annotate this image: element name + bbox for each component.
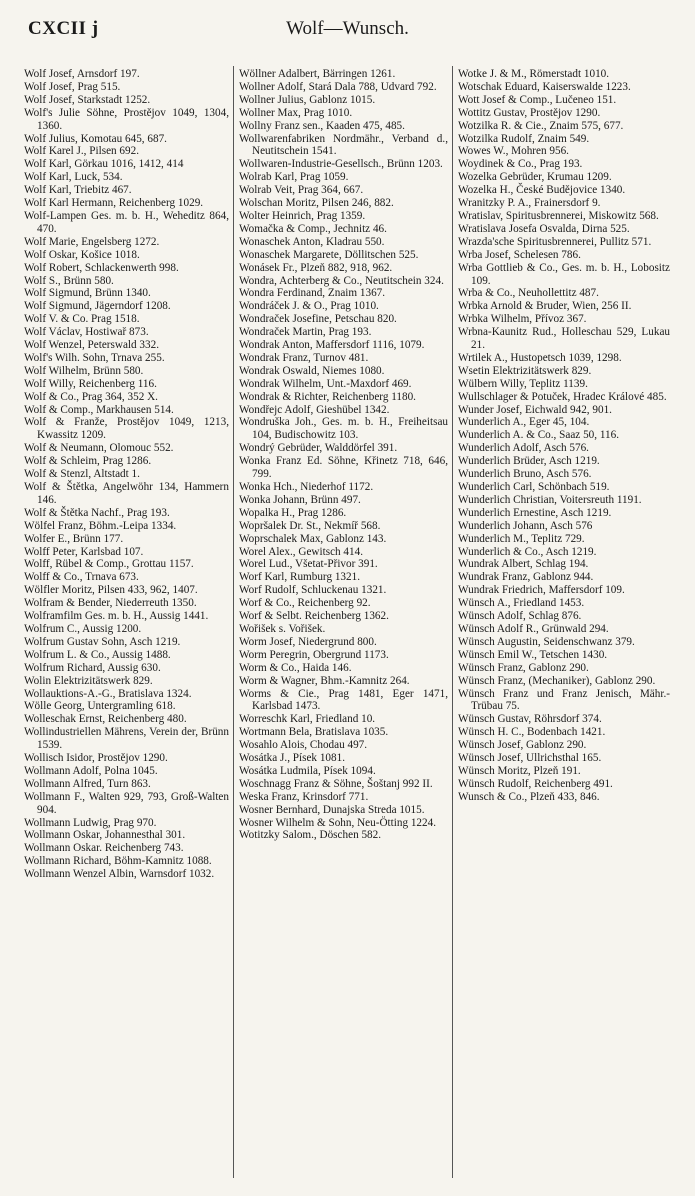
directory-entry: Wrbka Arnold & Bruder, Wien, 256 II. — [458, 300, 632, 313]
directory-entry: Wotschak Eduard, Kaiserswalde 1223. — [458, 80, 631, 93]
directory-entry: Wotzilka R. & Cie., Znaim 575, 677. — [458, 119, 624, 132]
directory-entry: Wrba Josef, Schelesen 786. — [458, 248, 581, 261]
directory-entry: Wopršalek Dr. St., Nekmíř 568. — [239, 519, 381, 532]
directory-entry: Worm Josef, Niedergrund 800. — [239, 635, 377, 648]
directory-entry: Worreschk Karl, Friedland 10. — [239, 713, 376, 726]
directory-entry: Wozelka Gebrüder, Krumau 1209. — [458, 171, 612, 184]
directory-entry: Wunder Josef, Eichwald 942, 901. — [458, 403, 612, 416]
directory-entry: Wolf Karl, Luck, 534. — [24, 171, 123, 184]
directory-entry: Wowes W., Mohren 956. — [458, 145, 569, 158]
directory-entry: Wrbna-Kaunitz Rud., Holleschau 529, Lukau 21. — [458, 326, 670, 352]
directory-entry: Wünsch Adolf R., Grünwald 294. — [458, 622, 609, 635]
directory-entry: Wundrak Friedrich, Maffersdorf 109. — [458, 584, 625, 597]
directory-entry: Wolf Robert, Schlackenwerth 998. — [24, 261, 179, 274]
directory-entry: Wrtilek A., Hustopetsch 1039, 1298. — [458, 351, 622, 364]
directory-entry: Wünsch Gustav, Röhrsdorf 374. — [458, 713, 602, 726]
directory-entry: Wosátka J., Písek 1081. — [239, 752, 345, 765]
directory-entry: Wünsch Rudolf, Reichenberg 491. — [458, 777, 613, 790]
directory-entry: Wosner Wilhelm & Sohn, Neu-Ötting 1224. — [239, 816, 437, 829]
directory-entry: Wopalka H., Prag 1286. — [239, 506, 347, 519]
directory-entry: Wünsch Adolf, Schlag 876. — [458, 610, 582, 623]
directory-entry: Woschnagg Franz & Söhne, Šoštanj 992 II. — [239, 777, 433, 790]
directory-entry: Wolf's Wilh. Sohn, Trnava 255. — [24, 351, 165, 364]
directory-entry: Wünsch Josef, Gablonz 290. — [458, 739, 587, 752]
directory-entry: Wolf Julius, Komotau 645, 687. — [24, 132, 167, 145]
directory-entry: Wülbern Willy, Teplitz 1139. — [458, 377, 588, 390]
directory-entry: Wünsch Franz, (Mechaniker), Gablonz 290. — [458, 674, 656, 687]
directory-entry: Wolf Wenzel, Peterswald 332. — [24, 339, 160, 352]
directory-entry: Wollwarenfabriken Nordmähr., Verband d., Neutitschein 1541. — [239, 132, 448, 158]
directory-entry: Wünsch Augustin, Seidenschwanz 379. — [458, 635, 635, 648]
directory-entry: Wott Josef & Comp., Lučeneo 151. — [458, 93, 617, 106]
directory-entry: Wolff & Co., Trnava 673. — [24, 571, 139, 584]
directory-entry: Wundrak Franz, Gablonz 944. — [458, 571, 594, 584]
directory-entry: Wrbka Wilhelm, Přívoz 367. — [458, 313, 587, 326]
directory-entry: Wondráček J. & O., Prag 1010. — [239, 300, 379, 313]
directory-entry: Wunderlich M., Teplitz 729. — [458, 532, 585, 545]
directory-entry: Wollny Franz sen., Kaaden 475, 485. — [239, 119, 405, 132]
directory-entry: Wünsch Emil W., Tetschen 1430. — [458, 648, 608, 661]
directory-entry: Wondra Ferdinand, Znaim 1367. — [239, 287, 386, 300]
directory-column-1 — [24, 68, 229, 1178]
directory-entry: Wollindustriellen Mährens, Verein der, Brünn 1539. — [24, 726, 229, 752]
directory-entry: Wonaschek Anton, Kladrau 550. — [239, 235, 385, 248]
directory-entry: Worel Lud., Všetat-Přivor 391. — [239, 558, 378, 571]
directory-entry: Wotzilka Rudolf, Znaim 549. — [458, 132, 590, 145]
page-title: Wolf—Wunsch. — [286, 18, 409, 39]
directory-entry: Wünsch Josef, Ullrichsthal 165. — [458, 752, 602, 765]
directory-entry: Wolfrum C., Aussig 1200. — [24, 622, 142, 635]
directory-entry: Weska Franz, Krinsdorf 771. — [239, 790, 369, 803]
directory-entry: Wolf & Franže, Prostějov 1049, 1213, Kwassitz 1209. — [24, 416, 229, 442]
directory-entry: Wollmann Ludwig, Prag 970. — [24, 816, 157, 829]
directory-entry: Wranitzky P. A., Frainersdorf 9. — [458, 197, 601, 210]
directory-entry: Wondra, Achterberg & Co., Neutitschein 324. — [239, 274, 444, 287]
directory-entry: Wondrak Wilhelm, Unt.-Maxdorf 469. — [239, 377, 412, 390]
directory-entry: Wolf Karl, Görkau 1016, 1412, 414 — [24, 158, 184, 171]
directory-entry: Worf Karl, Rumburg 1321. — [239, 571, 361, 584]
directory-entry: Wolf Karel J., Pilsen 692. — [24, 145, 139, 158]
directory-entry: Wollwaren-Industrie-Gesellsch., Brünn 1203. — [239, 158, 443, 171]
directory-entry: Woprschalek Max, Gablonz 143. — [239, 532, 387, 545]
directory-entry: Wondrak & Richter, Reichenberg 1180. — [239, 390, 416, 403]
directory-entry: Wondrak Franz, Turnov 481. — [239, 351, 369, 364]
page-header — [28, 18, 667, 48]
directory-entry: Wondrak Anton, Maffersdorf 1116, 1079. — [239, 339, 425, 352]
directory-entry: Wolff, Rübel & Comp., Grottau 1157. — [24, 558, 194, 571]
directory-entry: Wrba Gottlieb & Co., Ges. m. b. H., Lobositz 109. — [458, 261, 670, 287]
directory-entry: Wollmann Oskar, Johannesthal 301. — [24, 829, 186, 842]
page-number: CXCII j — [28, 18, 99, 39]
directory-entry: Wonásek Fr., Plzeň 882, 918, 962. — [239, 261, 393, 274]
directory-entry: Wolfrum L. & Co., Aussig 1488. — [24, 648, 171, 661]
directory-entry: Wunderlich Adolf, Asch 576. — [458, 442, 589, 455]
directory-entry: Wondraček Josefine, Petschau 820. — [239, 313, 397, 326]
directory-entry: Wollner Max, Prag 1010. — [239, 106, 353, 119]
column-divider — [452, 66, 453, 1178]
directory-entry: Wunderlich & Co., Asch 1219. — [458, 545, 597, 558]
directory-entry: Wosátka Ludmila, Písek 1094. — [239, 764, 376, 777]
directory-entry: Womačka & Comp., Jechnitz 46. — [239, 222, 387, 235]
directory-entry: Wořišek s. Vořišek. — [239, 622, 326, 635]
directory-entry: Wollmann Adolf, Polna 1045. — [24, 764, 158, 777]
directory-entry: Wrba & Co., Neuhollettitz 487. — [458, 287, 599, 300]
directory-entry: Wolf Sigmund, Brünn 1340. — [24, 287, 151, 300]
directory-entry: Wolf's Julie Söhne, Prostějov 1049, 1304, 1360. — [24, 106, 229, 132]
directory-entry: Wolf S., Brünn 580. — [24, 274, 114, 287]
directory-entry: Wolf-Lampen Ges. m. b. H., Weheditz 864, 470. — [24, 209, 229, 235]
directory-entry: Wolf Josef, Prag 515. — [24, 80, 121, 93]
directory-entry: Wolfrum Gustav Sohn, Asch 1219. — [24, 635, 181, 648]
directory-entry: Wolf Sigmund, Jägerndorf 1208. — [24, 300, 171, 313]
directory-entry: Wollauktions-A.-G., Bratislava 1324. — [24, 687, 192, 700]
directory-entry: Wölfel Franz, Böhm.-Leipa 1334. — [24, 519, 177, 532]
directory-entry: Wondrak Oswald, Niemes 1080. — [239, 364, 385, 377]
directory-entry: Wolleschak Ernst, Reichenberg 480. — [24, 713, 187, 726]
directory-entry: Wünsch Franz und Franz Jenisch, Mähr.-Trübau 75. — [458, 687, 670, 713]
directory-entry: Wollmann Richard, Böhm-Kamnitz 1088. — [24, 855, 212, 868]
directory-entry: Worf & Selbt. Reichenberg 1362. — [239, 610, 389, 623]
directory-entry: Wundrak Albert, Schlag 194. — [458, 558, 589, 571]
directory-entry: Wotitzky Salom., Döschen 582. — [239, 829, 382, 842]
directory-entry: Wullschlager & Potuček, Hradec Králové 485. — [458, 390, 667, 403]
directory-entry: Wölfler Moritz, Pilsen 433, 962, 1407. — [24, 584, 198, 597]
directory-entry: Wolfer E., Brünn 177. — [24, 532, 124, 545]
directory-entry: Wolff Peter, Karlsbad 107. — [24, 545, 144, 558]
directory-entry: Wunderlich Ernestine, Asch 1219. — [458, 506, 612, 519]
directory-entry: Worf Rudolf, Schluckenau 1321. — [239, 584, 387, 597]
directory-entry: Wolf & Stenzl, Altstadt 1. — [24, 468, 140, 481]
directory-entry: Wsetin Elektrizitätswerk 829. — [458, 364, 592, 377]
directory-entry: Wolf Václav, Hostiwař 873. — [24, 326, 149, 339]
directory-entry: Worel Alex., Gewitsch 414. — [239, 545, 364, 558]
directory-entry: Wunderlich A., Eger 45, 104. — [458, 416, 590, 429]
directory-entry: Wolin Elektrizitätswerk 829. — [24, 674, 153, 687]
directory-entry: Wolrab Veit, Prag 364, 667. — [239, 184, 364, 197]
directory-entry: Wozelka H., České Budějovice 1340. — [458, 184, 626, 197]
directory-entry: Wolf Karl, Triebitz 467. — [24, 184, 132, 197]
directory-column-3 — [458, 68, 670, 1178]
directory-entry: Wonka Johann, Brünn 497. — [239, 493, 361, 506]
directory-entry: Wünsch H. C., Bodenbach 1421. — [458, 726, 606, 739]
directory-entry: Wosahlo Alois, Chodau 497. — [239, 739, 368, 752]
directory-entry: Wolf & Comp., Markhausen 514. — [24, 403, 174, 416]
directory-entry: Wunderlich Bruno, Asch 576. — [458, 468, 592, 481]
directory-entry: Wunderlich Carl, Schönbach 519. — [458, 481, 610, 493]
directory-entry: Wondrý Gebrüder, Walddörfel 391. — [239, 442, 398, 455]
directory-entry: Wolf & Štětka Nachf., Prag 193. — [24, 506, 170, 519]
directory-entry: Worf & Co., Reichenberg 92. — [239, 597, 371, 610]
directory-entry: Wünsch Moritz, Plzeň 191. — [458, 764, 581, 777]
directory-entry: Worms & Cie., Prag 1481, Eger 1471, Karlsbad 1473. — [239, 687, 448, 713]
directory-entry: Wolf Josef, Starkstadt 1252. — [24, 93, 151, 106]
directory-entry: Wollmann Alfred, Turn 863. — [24, 777, 151, 790]
directory-entry: Wunderlich A. & Co., Saaz 50, 116. — [458, 429, 620, 442]
directory-entry: Wolf & Schleim, Prag 1286. — [24, 455, 152, 468]
directory-column-2 — [239, 68, 448, 1178]
directory-entry: Wondřejc Adolf, Gieshübel 1342. — [239, 403, 390, 416]
directory-entry: Wollner Julius, Gablonz 1015. — [239, 93, 376, 106]
directory-entry: Wolfrum Richard, Aussig 630. — [24, 661, 161, 674]
directory-entry: Wunderlich Christian, Voitersreuth 1191. — [458, 493, 642, 506]
directory-entry: Wondraček Martin, Prag 193. — [239, 326, 372, 339]
directory-entry: Wortmann Bela, Bratislava 1035. — [239, 726, 389, 739]
directory-entry: Wosner Bernhard, Dunajska Streda 1015. — [239, 803, 425, 816]
directory-entry: Wratislava Josefa Osvalda, Dirna 525. — [458, 222, 630, 235]
directory-entry: Wratislav, Spiritusbrennerei, Miskowitz 568. — [458, 209, 659, 222]
directory-entry: Worm Peregrin, Obergrund 1173. — [239, 648, 389, 661]
directory-entry: Wolf Marie, Engelsberg 1272. — [24, 235, 160, 248]
directory-entry: Wonka Franz Ed. Söhne, Křinetz 718, 646, 799. — [239, 455, 448, 481]
directory-entry: Wolschan Moritz, Pilsen 246, 882. — [239, 197, 394, 210]
directory-entry: Wollmann Oskar. Reichenberg 743. — [24, 842, 184, 855]
directory-entry: Wolf Karl Hermann, Reichenberg 1029. — [24, 197, 204, 210]
directory-entry: Wolf Wilhelm, Brünn 580. — [24, 364, 144, 377]
directory-entry: Wollner Adolf, Stará Dala 788, Udvard 792. — [239, 80, 437, 93]
directory-entry: Wolf & Co., Prag 364, 352 X. — [24, 390, 158, 403]
directory-entry: Wolfram & Bender, Niederreuth 1350. — [24, 597, 197, 610]
directory-entry: Woydinek & Co., Prag 193. — [458, 158, 583, 171]
directory-entry: Wünsch Franz, Gablonz 290. — [458, 661, 589, 674]
directory-entry: Wunsch & Co., Plzeň 433, 846. — [458, 790, 600, 803]
directory-entry: Wolf Oskar, Košice 1018. — [24, 248, 140, 261]
directory-entry: Wolrab Karl, Prag 1059. — [239, 171, 349, 184]
directory-entry: Wonka Hch., Niederhof 1172. — [239, 481, 374, 493]
directory-entry: Wunderlich Brüder, Asch 1219. — [458, 455, 600, 468]
directory-entry: Wottitz Gustav, Prostějov 1290. — [458, 106, 601, 119]
directory-entry: Wunderlich Johann, Asch 576 — [458, 519, 593, 532]
directory-entry: Wolf & Neumann, Olomouc 552. — [24, 442, 174, 455]
directory-entry: Wollmann F., Walten 929, 793, Groß-Walten 904. — [24, 790, 229, 816]
directory-entry: Wrazda'sche Spiritusbrennerei, Pullitz 571. — [458, 235, 652, 248]
directory-entry: Wolf V. & Co. Prag 1518. — [24, 313, 140, 326]
directory-entry: Wolf Willy, Reichenberg 116. — [24, 377, 157, 390]
directory-entry: Wonaschek Margarete, Döllitschen 525. — [239, 248, 419, 261]
directory-entry: Wotke J. & M., Römerstadt 1010. — [458, 68, 610, 80]
directory-entry: Wollmann Wenzel Albin, Warnsdorf 1032. — [24, 868, 215, 881]
directory-entry: Wöllner Adalbert, Bärringen 1261. — [239, 68, 396, 80]
directory-entry: Wolf Josef, Arnsdorf 197. — [24, 68, 140, 80]
directory-entry: Wölle Georg, Untergramling 618. — [24, 700, 176, 713]
column-divider — [233, 66, 234, 1178]
directory-entry: Worm & Wagner, Bhm.-Kamnitz 264. — [239, 674, 410, 687]
directory-entry: Wolf & Štětka, Angelwöhr 134, Hammern 146. — [24, 481, 229, 506]
directory-entry: Wünsch A., Friedland 1453. — [458, 597, 585, 610]
directory-entry: Wolter Heinrich, Prag 1359. — [239, 209, 366, 222]
directory-entry: Wondruška Joh., Ges. m. b. H., Freiheitsau 104, Budischowitz 103. — [239, 416, 448, 442]
directory-entry: Wollisch Isidor, Prostějov 1290. — [24, 752, 168, 765]
directory-entry: Wolframfilm Ges. m. b. H., Aussig 1441. — [24, 610, 209, 623]
directory-entry: Worm & Co., Haida 146. — [239, 661, 352, 674]
